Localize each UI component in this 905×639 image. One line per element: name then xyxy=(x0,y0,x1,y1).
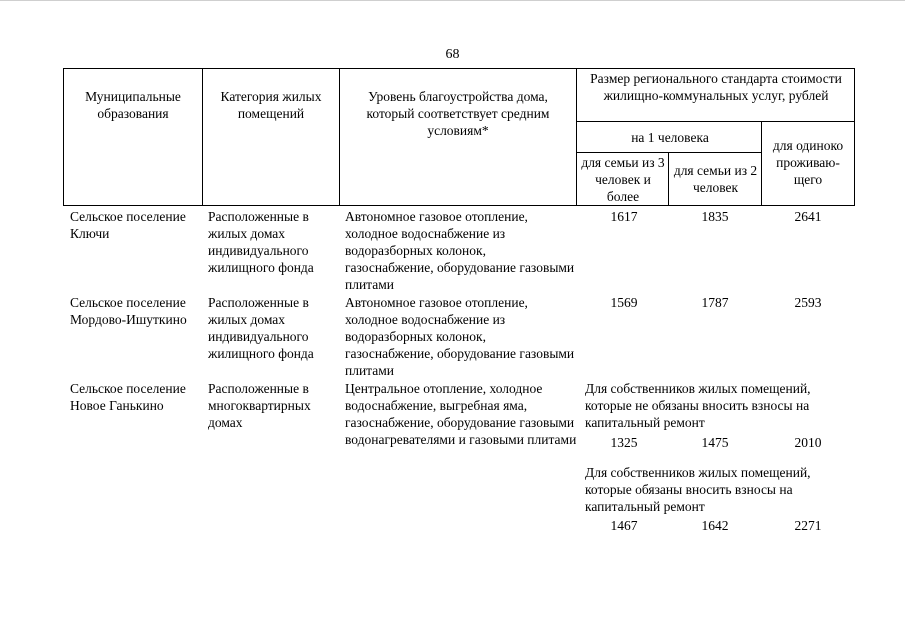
row2-level: Автономное газовое отопление, холодное водоснабжение из водоразборных колонок, газоснабжение, оборудование газовыми плитами xyxy=(345,295,575,378)
header-level: Уровень благоустройства дома, который соответствует средним условиям* xyxy=(366,89,550,138)
header-municipality: Муниципальные образования xyxy=(85,89,181,121)
row3-a-value-family2: 1475 xyxy=(701,435,729,450)
row3-b-value-family3: 1467 xyxy=(610,518,638,533)
page-edge xyxy=(0,0,905,1)
header-single: для одиноко проживаю-щего xyxy=(772,138,844,187)
header-per-person: на 1 человека xyxy=(631,130,709,145)
header-family3: для семьи из 3 человек и более xyxy=(581,155,665,204)
row3-note-repair-fee: Для собственников жилых помещений, которые обязаны вносить взносы на капитальный ремонт xyxy=(585,465,811,514)
page-number: 68 xyxy=(445,47,460,62)
row3-municipality: Сельское поселение Новое Ганькино xyxy=(70,381,186,413)
header-family2: для семьи из 2 человек xyxy=(673,163,758,195)
row1-value-single: 2641 xyxy=(794,209,822,224)
row3-note-no-repair-fee: Для собственников жилых помещений, которые не обязаны вносить взносы на капитальный ремонт xyxy=(585,381,811,430)
row2-municipality: Сельское поселение Мордово-Ишуткино xyxy=(70,295,187,327)
row2-value-single: 2593 xyxy=(794,295,822,310)
header-standard: Размер регионального стандарта стоимости жилищно-коммунальных услуг, рублей xyxy=(590,71,842,103)
row1-municipality: Сельское поселение Ключи xyxy=(70,209,186,241)
row3-level: Центральное отопление, холодное водоснабжение, выгребная яма, газоснабжение, оборудование газовыми водонагревателями и газовыми плитами xyxy=(345,381,577,447)
row2-category: Расположенные в жилых домах индивидуального жилищного фонда xyxy=(208,295,314,361)
row3-a-value-family3: 1325 xyxy=(610,435,638,450)
row1-level: Автономное газовое отопление, холодное водоснабжение из водоразборных колонок, газоснабжение, оборудование газовыми плитами xyxy=(345,209,575,292)
row3-a-value-single: 2010 xyxy=(794,435,822,450)
row1-value-family3: 1617 xyxy=(610,209,638,224)
row1-value-family2: 1835 xyxy=(701,209,729,224)
row3-category: Расположенные в многоквартирных домах xyxy=(208,381,311,430)
row2-value-family2: 1787 xyxy=(701,295,729,310)
row3-b-value-single: 2271 xyxy=(794,518,822,533)
row3-b-value-family2: 1642 xyxy=(701,518,729,533)
row2-value-family3: 1569 xyxy=(610,295,638,310)
row1-category: Расположенные в жилых домах индивидуального жилищного фонда xyxy=(208,209,314,275)
header-category: Категория жилых помещений xyxy=(220,89,322,121)
